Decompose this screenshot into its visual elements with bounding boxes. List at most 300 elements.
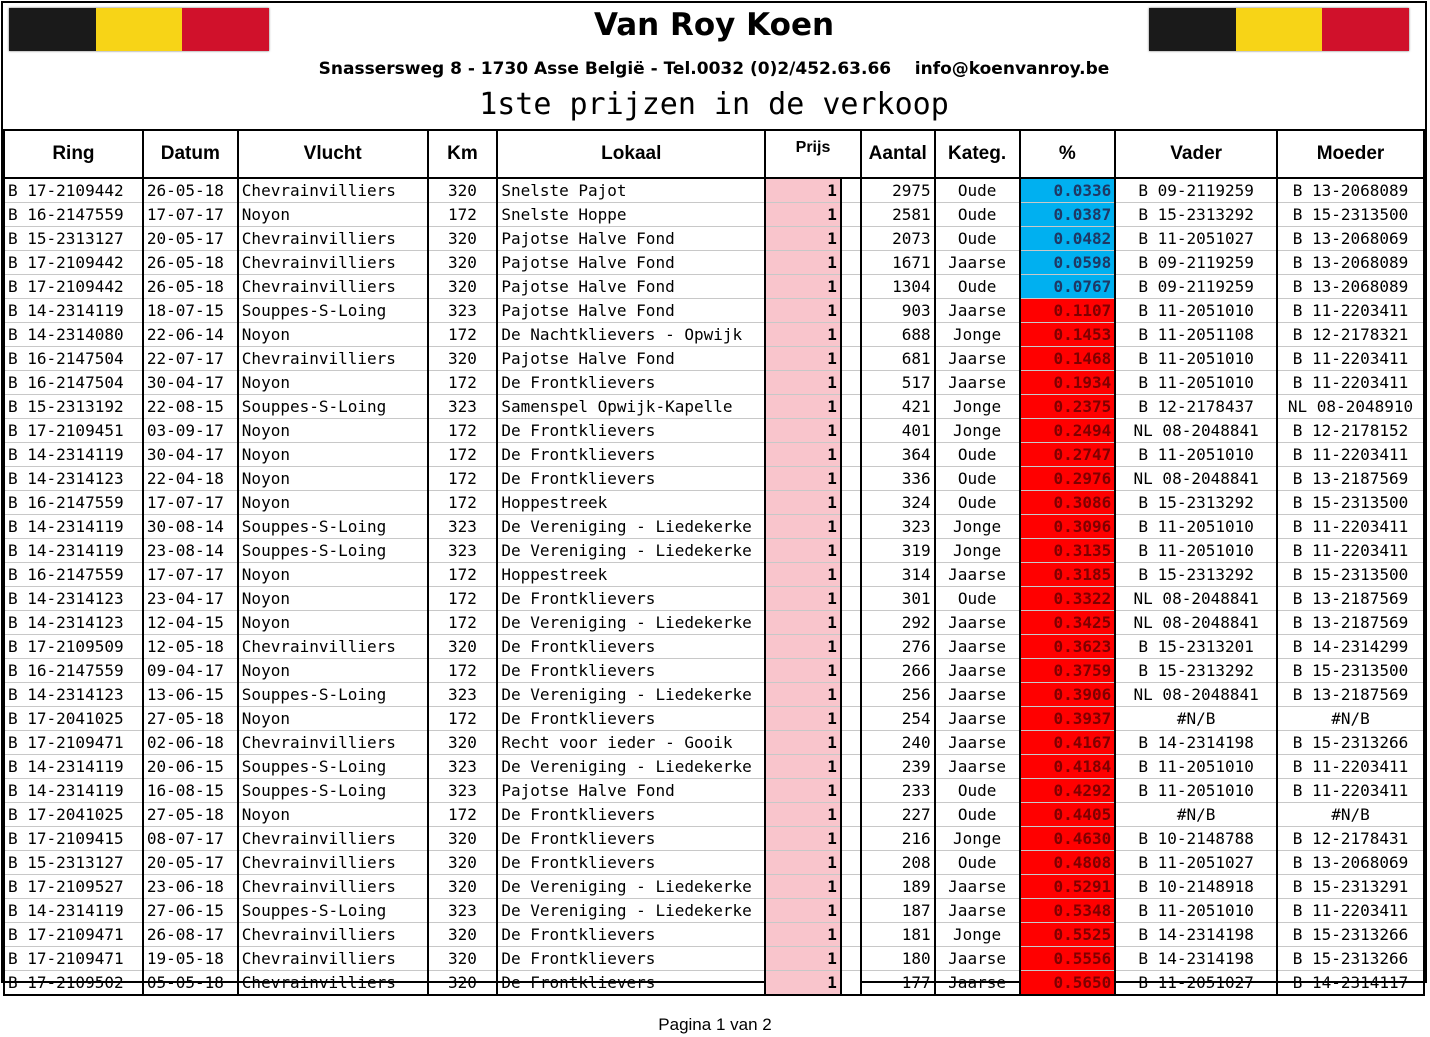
cell-spacer — [841, 947, 861, 971]
cell-ring: B 16-2147559 — [4, 563, 143, 587]
cell-km: 172 — [428, 323, 498, 347]
col-header-aantal: Aantal — [861, 130, 935, 178]
cell-ring: B 14-2314119 — [4, 899, 143, 923]
cell-moeder: B 14-2314299 — [1277, 635, 1424, 659]
col-header-prijs: Prijs — [765, 130, 861, 178]
cell-prijs: 1 — [765, 803, 841, 827]
table-row — [4, 371, 1424, 395]
cell-ring: B 17-2109471 — [4, 947, 143, 971]
cell-lokaal: De Frontklievers — [497, 923, 765, 947]
cell-prijs: 1 — [765, 323, 841, 347]
cell-moeder: B 15-2313266 — [1277, 731, 1424, 755]
cell-moeder: B 11-2203411 — [1277, 779, 1424, 803]
cell-vlucht: Noyon — [238, 563, 428, 587]
cell-prijs: 1 — [765, 203, 841, 227]
cell-datum: 26-05-18 — [143, 275, 238, 299]
cell-prijs: 1 — [765, 923, 841, 947]
cell-vlucht: Noyon — [238, 323, 428, 347]
cell-percent: 0.3322 — [1020, 587, 1116, 611]
table-row — [4, 347, 1424, 371]
cell-lokaal: Pajotse Halve Fond — [497, 251, 765, 275]
cell-ring: B 17-2109471 — [4, 731, 143, 755]
cell-percent: 0.3623 — [1020, 635, 1116, 659]
cell-km: 172 — [428, 443, 498, 467]
cell-kateg: Jonge — [935, 827, 1020, 851]
cell-datum: 17-07-17 — [143, 563, 238, 587]
cell-datum: 23-06-18 — [143, 875, 238, 899]
cell-prijs: 1 — [765, 755, 841, 779]
cell-prijs: 1 — [765, 563, 841, 587]
cell-km: 172 — [428, 707, 498, 731]
cell-aantal: 189 — [861, 875, 935, 899]
cell-moeder: B 11-2203411 — [1277, 443, 1424, 467]
table-row — [4, 467, 1424, 491]
cell-aantal: 276 — [861, 635, 935, 659]
cell-kateg: Jaarse — [935, 755, 1020, 779]
cell-datum: 22-08-15 — [143, 395, 238, 419]
cell-spacer — [841, 827, 861, 851]
cell-kateg: Jaarse — [935, 899, 1020, 923]
cell-aantal: 319 — [861, 539, 935, 563]
cell-vader: B 09-2119259 — [1115, 275, 1277, 299]
cell-vlucht: Chevrainvilliers — [238, 251, 428, 275]
table-row — [4, 659, 1424, 683]
table-row — [4, 731, 1424, 755]
cell-lokaal: De Frontklievers — [497, 443, 765, 467]
cell-ring: B 14-2314123 — [4, 467, 143, 491]
cell-moeder: B 13-2187569 — [1277, 587, 1424, 611]
cell-datum: 30-08-14 — [143, 515, 238, 539]
cell-vader: B 11-2051027 — [1115, 227, 1277, 251]
cell-vlucht: Noyon — [238, 803, 428, 827]
cell-ring: B 14-2314119 — [4, 755, 143, 779]
cell-vader: B 14-2314198 — [1115, 923, 1277, 947]
cell-km: 320 — [428, 178, 498, 203]
cell-spacer — [841, 899, 861, 923]
cell-spacer — [841, 323, 861, 347]
table-row — [4, 947, 1424, 971]
cell-kateg: Jaarse — [935, 947, 1020, 971]
cell-kateg: Jonge — [935, 539, 1020, 563]
cell-spacer — [841, 611, 861, 635]
cell-datum: 20-05-17 — [143, 851, 238, 875]
cell-aantal: 292 — [861, 611, 935, 635]
cell-vlucht: Noyon — [238, 467, 428, 491]
cell-ring: B 17-2109471 — [4, 923, 143, 947]
page-number: Pagina 1 van 2 — [658, 1015, 772, 1034]
cell-percent: 0.2976 — [1020, 467, 1116, 491]
cell-percent: 0.1934 — [1020, 371, 1116, 395]
cell-vader: B 09-2119259 — [1115, 178, 1277, 203]
cell-spacer — [841, 347, 861, 371]
cell-km: 323 — [428, 779, 498, 803]
cell-ring: B 17-2109442 — [4, 178, 143, 203]
cell-km: 320 — [428, 971, 498, 996]
cell-spacer — [841, 851, 861, 875]
cell-kateg: Oude — [935, 227, 1020, 251]
cell-vader: B 11-2051010 — [1115, 539, 1277, 563]
cell-aantal: 266 — [861, 659, 935, 683]
cell-vlucht: Souppes-S-Loing — [238, 683, 428, 707]
col-header-moeder: Moeder — [1277, 130, 1424, 178]
cell-aantal: 187 — [861, 899, 935, 923]
cell-ring: B 14-2314119 — [4, 443, 143, 467]
cell-datum: 26-05-18 — [143, 251, 238, 275]
cell-kateg: Jaarse — [935, 707, 1020, 731]
cell-percent: 0.4808 — [1020, 851, 1116, 875]
cell-ring: B 15-2313127 — [4, 851, 143, 875]
cell-percent: 0.0767 — [1020, 275, 1116, 299]
cell-vader: B 11-2051010 — [1115, 347, 1277, 371]
cell-moeder: B 13-2068089 — [1277, 275, 1424, 299]
cell-km: 320 — [428, 227, 498, 251]
cell-percent: 0.4630 — [1020, 827, 1116, 851]
cell-spacer — [841, 707, 861, 731]
cell-vlucht: Souppes-S-Loing — [238, 299, 428, 323]
cell-percent: 0.5650 — [1020, 971, 1116, 996]
cell-vlucht: Chevrainvilliers — [238, 227, 428, 251]
cell-lokaal: De Frontklievers — [497, 371, 765, 395]
cell-spacer — [841, 587, 861, 611]
col-header-lokaal: Lokaal — [497, 130, 765, 178]
cell-datum: 30-04-17 — [143, 371, 238, 395]
table-row — [4, 755, 1424, 779]
cell-spacer — [841, 731, 861, 755]
cell-ring: B 16-2147559 — [4, 491, 143, 515]
cell-prijs: 1 — [765, 491, 841, 515]
table-row — [4, 635, 1424, 659]
table-row — [4, 587, 1424, 611]
cell-kateg: Oude — [935, 803, 1020, 827]
cell-km: 320 — [428, 923, 498, 947]
cell-prijs: 1 — [765, 275, 841, 299]
table-header-row — [4, 130, 1424, 178]
cell-ring: B 17-2109502 — [4, 971, 143, 996]
cell-vlucht: Noyon — [238, 587, 428, 611]
cell-lokaal: De Frontklievers — [497, 707, 765, 731]
cell-spacer — [841, 203, 861, 227]
cell-ring: B 14-2314119 — [4, 515, 143, 539]
cell-moeder: B 12-2178152 — [1277, 419, 1424, 443]
cell-spacer — [841, 275, 861, 299]
cell-lokaal: De Frontklievers — [497, 947, 765, 971]
cell-vader: B 11-2051027 — [1115, 971, 1277, 996]
cell-datum: 20-05-17 — [143, 227, 238, 251]
cell-lokaal: Hoppestreek — [497, 491, 765, 515]
cell-prijs: 1 — [765, 659, 841, 683]
col-header-km: Km — [428, 130, 498, 178]
cell-datum: 20-06-15 — [143, 755, 238, 779]
cell-vader: B 12-2178437 — [1115, 395, 1277, 419]
cell-datum: 22-07-17 — [143, 347, 238, 371]
cell-aantal: 2581 — [861, 203, 935, 227]
cell-moeder: B 13-2187569 — [1277, 467, 1424, 491]
cell-ring: B 17-2109451 — [4, 419, 143, 443]
cell-datum: 09-04-17 — [143, 659, 238, 683]
cell-vader: B 11-2051010 — [1115, 779, 1277, 803]
cell-datum: 30-04-17 — [143, 443, 238, 467]
cell-spacer — [841, 467, 861, 491]
cell-moeder: B 12-2178321 — [1277, 323, 1424, 347]
cell-aantal: 216 — [861, 827, 935, 851]
col-header-kateg: Kateg. — [935, 130, 1020, 178]
cell-datum: 27-05-18 — [143, 803, 238, 827]
cell-aantal: 421 — [861, 395, 935, 419]
cell-kateg: Jaarse — [935, 731, 1020, 755]
table-row — [4, 395, 1424, 419]
cell-vader: B 11-2051010 — [1115, 443, 1277, 467]
cell-lokaal: Snelste Pajot — [497, 178, 765, 203]
cell-lokaal: De Frontklievers — [497, 635, 765, 659]
cell-percent: 0.1453 — [1020, 323, 1116, 347]
cell-lokaal: Hoppestreek — [497, 563, 765, 587]
cell-aantal: 517 — [861, 371, 935, 395]
cell-km: 323 — [428, 539, 498, 563]
cell-lokaal: Recht voor ieder - Gooik — [497, 731, 765, 755]
cell-moeder: B 15-2313500 — [1277, 491, 1424, 515]
cell-km: 320 — [428, 635, 498, 659]
table-row — [4, 491, 1424, 515]
cell-km: 323 — [428, 755, 498, 779]
cell-prijs: 1 — [765, 707, 841, 731]
cell-datum: 18-07-15 — [143, 299, 238, 323]
cell-aantal: 180 — [861, 947, 935, 971]
cell-lokaal: De Vereniging - Liedekerke — [497, 539, 765, 563]
cell-prijs: 1 — [765, 587, 841, 611]
cell-prijs: 1 — [765, 251, 841, 275]
cell-lokaal: De Vereniging - Liedekerke — [497, 611, 765, 635]
cell-km: 320 — [428, 875, 498, 899]
cell-datum: 03-09-17 — [143, 419, 238, 443]
cell-km: 323 — [428, 395, 498, 419]
cell-kateg: Oude — [935, 851, 1020, 875]
cell-ring: B 17-2109442 — [4, 251, 143, 275]
cell-datum: 02-06-18 — [143, 731, 238, 755]
cell-lokaal: De Vereniging - Liedekerke — [497, 875, 765, 899]
cell-km: 172 — [428, 563, 498, 587]
cell-vader: B 15-2313292 — [1115, 491, 1277, 515]
table-row — [4, 203, 1424, 227]
cell-vlucht: Chevrainvilliers — [238, 875, 428, 899]
cell-km: 320 — [428, 347, 498, 371]
cell-moeder: B 13-2187569 — [1277, 683, 1424, 707]
cell-spacer — [841, 755, 861, 779]
cell-kateg: Jaarse — [935, 251, 1020, 275]
cell-vlucht: Souppes-S-Loing — [238, 395, 428, 419]
table-row — [4, 419, 1424, 443]
cell-vlucht: Chevrainvilliers — [238, 731, 428, 755]
cell-prijs: 1 — [765, 443, 841, 467]
cell-percent: 0.4405 — [1020, 803, 1116, 827]
cell-moeder: B 14-2314117 — [1277, 971, 1424, 996]
cell-ring: B 16-2147504 — [4, 347, 143, 371]
cell-ring: B 14-2314080 — [4, 323, 143, 347]
cell-moeder: B 15-2313500 — [1277, 203, 1424, 227]
cell-km: 172 — [428, 659, 498, 683]
cell-vader: NL 08-2048841 — [1115, 419, 1277, 443]
cell-percent: 0.4292 — [1020, 779, 1116, 803]
cell-datum: 26-05-18 — [143, 178, 238, 203]
cell-aantal: 240 — [861, 731, 935, 755]
table-row — [4, 851, 1424, 875]
cell-percent: 0.0598 — [1020, 251, 1116, 275]
cell-spacer — [841, 539, 861, 563]
table-row — [4, 539, 1424, 563]
cell-aantal: 208 — [861, 851, 935, 875]
table-row — [4, 827, 1424, 851]
cell-datum: 13-06-15 — [143, 683, 238, 707]
cell-lokaal: De Frontklievers — [497, 419, 765, 443]
cell-prijs: 1 — [765, 467, 841, 491]
cell-vader: B 15-2313292 — [1115, 563, 1277, 587]
cell-ring: B 17-2041025 — [4, 803, 143, 827]
page-subtitle: 1ste prijzen in de verkoop — [479, 87, 949, 122]
cell-aantal: 227 — [861, 803, 935, 827]
col-header-datum: Datum — [143, 130, 238, 178]
table-row — [4, 251, 1424, 275]
cell-vader: NL 08-2048841 — [1115, 587, 1277, 611]
cell-kateg: Oude — [935, 178, 1020, 203]
cell-percent: 0.3906 — [1020, 683, 1116, 707]
cell-km: 323 — [428, 899, 498, 923]
cell-kateg: Jaarse — [935, 971, 1020, 996]
contact-address: Snassersweg 8 - 1730 Asse België - Tel.0032 (0)2/452.63.66 info@koenvanroy.be — [318, 59, 1110, 79]
cell-kateg: Jaarse — [935, 659, 1020, 683]
cell-kateg: Oude — [935, 491, 1020, 515]
cell-aantal: 314 — [861, 563, 935, 587]
cell-prijs: 1 — [765, 539, 841, 563]
cell-vlucht: Chevrainvilliers — [238, 178, 428, 203]
cell-datum: 17-07-17 — [143, 203, 238, 227]
cell-lokaal: De Frontklievers — [497, 803, 765, 827]
cell-ring: B 17-2109527 — [4, 875, 143, 899]
cell-km: 172 — [428, 467, 498, 491]
cell-moeder: B 11-2203411 — [1277, 347, 1424, 371]
table-row — [4, 971, 1424, 996]
cell-km: 172 — [428, 491, 498, 515]
cell-vader: B 10-2148788 — [1115, 827, 1277, 851]
cell-kateg: Oude — [935, 779, 1020, 803]
cell-km: 172 — [428, 419, 498, 443]
cell-percent: 0.2494 — [1020, 419, 1116, 443]
cell-lokaal: De Vereniging - Liedekerke — [497, 515, 765, 539]
cell-datum: 23-04-17 — [143, 587, 238, 611]
price-sheet — [1, 1, 1427, 992]
cell-datum: 05-05-18 — [143, 971, 238, 996]
cell-lokaal: De Vereniging - Liedekerke — [497, 899, 765, 923]
cell-moeder: B 11-2203411 — [1277, 899, 1424, 923]
cell-moeder: #N/B — [1277, 803, 1424, 827]
col-header-ring: Ring — [4, 130, 143, 178]
cell-spacer — [841, 971, 861, 996]
col-header-vader: Vader — [1115, 130, 1277, 178]
cell-lokaal: De Frontklievers — [497, 659, 765, 683]
cell-km: 172 — [428, 371, 498, 395]
cell-spacer — [841, 227, 861, 251]
cell-km: 323 — [428, 515, 498, 539]
cell-vlucht: Noyon — [238, 203, 428, 227]
cell-aantal: 323 — [861, 515, 935, 539]
cell-km: 320 — [428, 851, 498, 875]
cell-km: 320 — [428, 947, 498, 971]
cell-spacer — [841, 683, 861, 707]
cell-spacer — [841, 659, 861, 683]
cell-aantal: 233 — [861, 779, 935, 803]
cell-vlucht: Chevrainvilliers — [238, 827, 428, 851]
cell-lokaal: De Vereniging - Liedekerke — [497, 755, 765, 779]
cell-vader: B 10-2148918 — [1115, 875, 1277, 899]
cell-lokaal: Pajotse Halve Fond — [497, 779, 765, 803]
cell-percent: 0.0482 — [1020, 227, 1116, 251]
table-row — [4, 323, 1424, 347]
cell-ring: B 16-2147504 — [4, 371, 143, 395]
cell-spacer — [841, 803, 861, 827]
page-title: Van Roy Koen — [593, 7, 835, 43]
cell-moeder: B 13-2068089 — [1277, 178, 1424, 203]
cell-prijs: 1 — [765, 347, 841, 371]
cell-kateg: Jonge — [935, 323, 1020, 347]
cell-km: 323 — [428, 299, 498, 323]
cell-vlucht: Noyon — [238, 659, 428, 683]
cell-percent: 0.2747 — [1020, 443, 1116, 467]
cell-vlucht: Chevrainvilliers — [238, 947, 428, 971]
cell-vlucht: Souppes-S-Loing — [238, 539, 428, 563]
cell-datum: 22-04-18 — [143, 467, 238, 491]
cell-aantal: 364 — [861, 443, 935, 467]
cell-moeder: B 13-2068069 — [1277, 851, 1424, 875]
cell-aantal: 401 — [861, 419, 935, 443]
cell-vlucht: Chevrainvilliers — [238, 635, 428, 659]
cell-ring: B 14-2314123 — [4, 587, 143, 611]
table-row — [4, 875, 1424, 899]
cell-lokaal: Pajotse Halve Fond — [497, 227, 765, 251]
cell-prijs: 1 — [765, 947, 841, 971]
cell-aantal: 324 — [861, 491, 935, 515]
cell-kateg: Jonge — [935, 923, 1020, 947]
cell-spacer — [841, 443, 861, 467]
cell-aantal: 301 — [861, 587, 935, 611]
cell-aantal: 256 — [861, 683, 935, 707]
table-row — [4, 899, 1424, 923]
cell-vlucht: Noyon — [238, 707, 428, 731]
cell-vader: NL 08-2048841 — [1115, 467, 1277, 491]
cell-vader: B 11-2051010 — [1115, 299, 1277, 323]
cell-kateg: Jaarse — [935, 347, 1020, 371]
cell-km: 320 — [428, 827, 498, 851]
cell-aantal: 254 — [861, 707, 935, 731]
cell-vader: B 11-2051010 — [1115, 755, 1277, 779]
cell-km: 320 — [428, 251, 498, 275]
table-row — [4, 923, 1424, 947]
cell-vader: B 11-2051010 — [1115, 899, 1277, 923]
cell-datum: 27-06-15 — [143, 899, 238, 923]
cell-percent: 0.3425 — [1020, 611, 1116, 635]
cell-moeder: B 13-2187569 — [1277, 611, 1424, 635]
table-row — [4, 227, 1424, 251]
cell-moeder: B 13-2068069 — [1277, 227, 1424, 251]
cell-aantal: 688 — [861, 323, 935, 347]
cell-kateg: Oude — [935, 275, 1020, 299]
cell-km: 172 — [428, 203, 498, 227]
cell-vlucht: Chevrainvilliers — [238, 971, 428, 996]
cell-ring: B 17-2109509 — [4, 635, 143, 659]
cell-lokaal: Pajotse Halve Fond — [497, 299, 765, 323]
cell-aantal: 1671 — [861, 251, 935, 275]
cell-kateg: Jonge — [935, 419, 1020, 443]
table-row — [4, 299, 1424, 323]
cell-percent: 0.0336 — [1020, 178, 1116, 203]
cell-kateg: Oude — [935, 587, 1020, 611]
